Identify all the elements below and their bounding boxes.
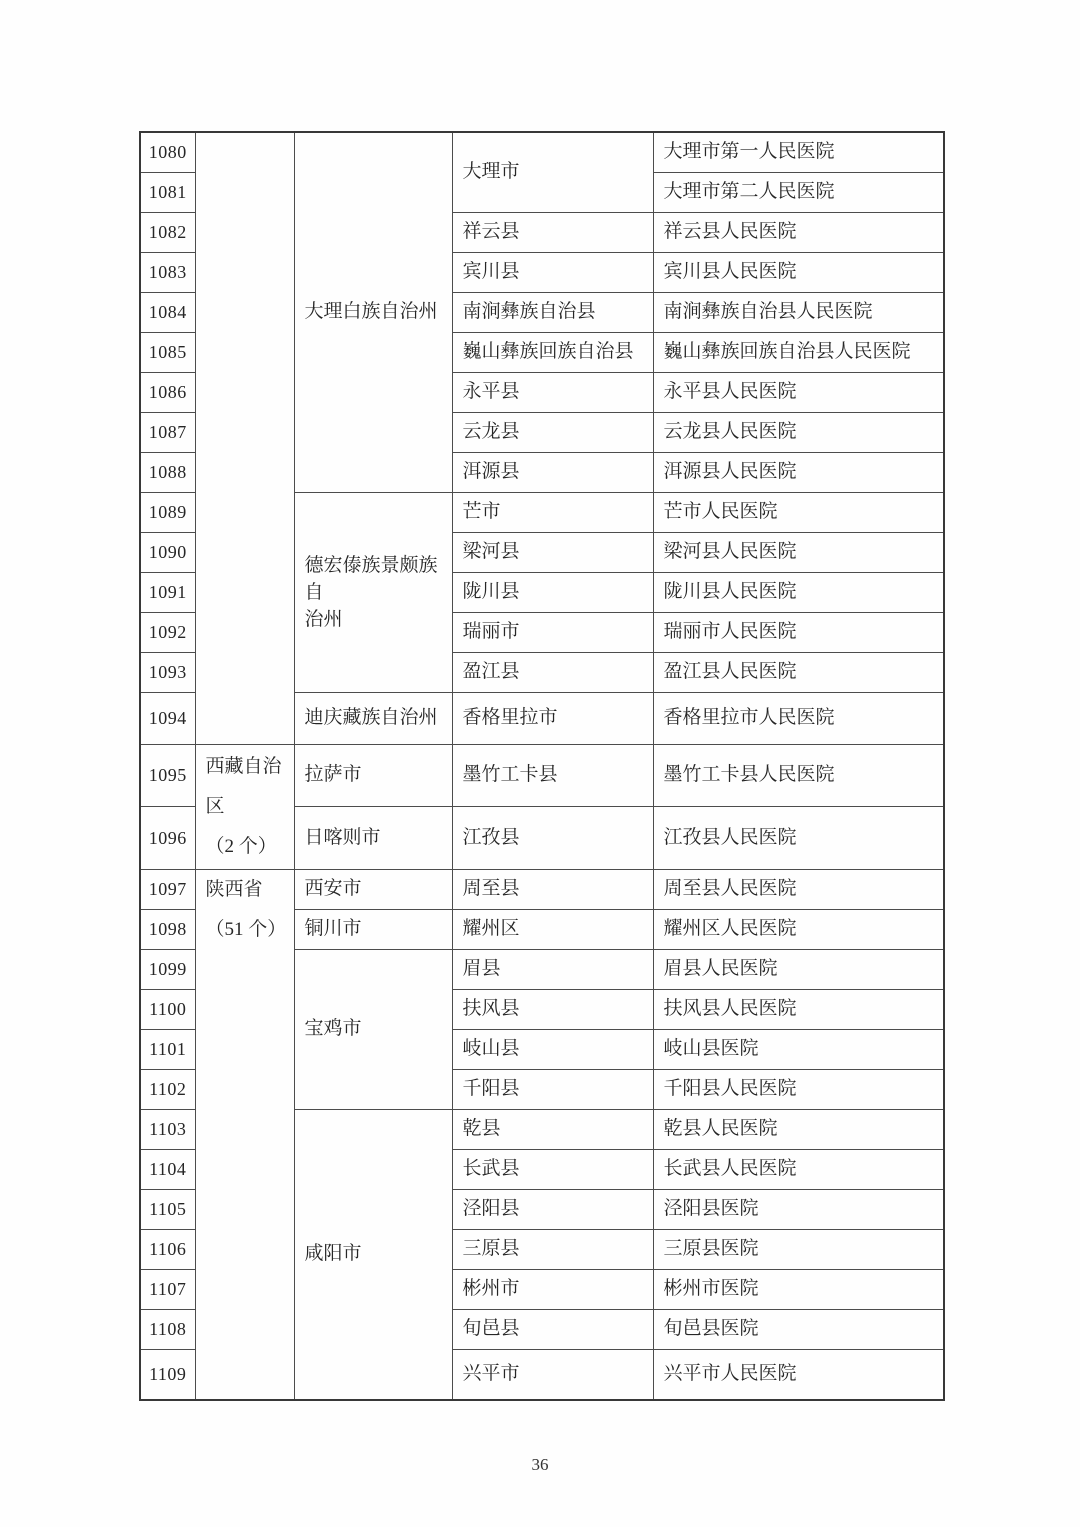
row-index-cell: 1103 (140, 1109, 195, 1149)
county-cell: 岐山县 (452, 1029, 653, 1069)
county-cell: 耀州区 (452, 909, 653, 949)
county-cell: 千阳县 (452, 1069, 653, 1109)
county-cell: 陇川县 (452, 572, 653, 612)
county-cell: 永平县 (452, 372, 653, 412)
hospital-cell: 三原县医院 (653, 1229, 944, 1269)
prefecture-cell: 铜川市 (294, 909, 452, 949)
province-cell (195, 744, 294, 869)
hospital-cell: 彬州市医院 (653, 1269, 944, 1309)
row-index-cell: 1109 (140, 1349, 195, 1400)
hospital-cell: 永平县人民医院 (653, 372, 944, 412)
table-row (140, 132, 944, 172)
table-row (140, 869, 944, 909)
hospital-cell: 祥云县人民医院 (653, 212, 944, 252)
hospital-cell: 南涧彝族自治县人民医院 (653, 292, 944, 332)
row-index-cell: 1095 (140, 744, 195, 807)
hospital-cell: 巍山彝族回族自治县人民医院 (653, 332, 944, 372)
prefecture-cell: 宝鸡市 (294, 949, 452, 1109)
county-cell: 盈江县 (452, 652, 653, 692)
hospital-cell: 香格里拉市人民医院 (653, 692, 944, 744)
prefecture-cell: 日喀则市 (294, 807, 452, 870)
hospital-cell: 千阳县人民医院 (653, 1069, 944, 1109)
province-text-line: 西藏自治区 (205, 755, 282, 817)
province-text-line: （51 个） (205, 918, 287, 940)
province-text-line: （2 个） (205, 835, 277, 857)
hospital-cell: 耀州区人民医院 (653, 909, 944, 949)
page-number: 36 (531, 1455, 549, 1474)
row-index-cell: 1088 (140, 452, 195, 492)
county-cell: 洱源县 (452, 452, 653, 492)
row-index-cell: 1083 (140, 252, 195, 292)
hospital-cell: 兴平市人民医院 (653, 1349, 944, 1400)
row-index-cell: 1082 (140, 212, 195, 252)
row-index-cell: 1107 (140, 1269, 195, 1309)
hospital-cell: 江孜县人民医院 (653, 807, 944, 870)
row-index-cell: 1099 (140, 949, 195, 989)
county-cell: 宾川县 (452, 252, 653, 292)
hospital-cell: 长武县人民医院 (653, 1149, 944, 1189)
row-index-cell: 1087 (140, 412, 195, 452)
county-cell: 扶风县 (452, 989, 653, 1029)
county-cell: 彬州市 (452, 1269, 653, 1309)
county-cell: 南涧彝族自治县 (452, 292, 653, 332)
hospital-cell: 梁河县人民医院 (653, 532, 944, 572)
row-index-cell: 1100 (140, 989, 195, 1029)
row-index-cell: 1093 (140, 652, 195, 692)
row-index-cell: 1097 (140, 869, 195, 909)
row-index-cell: 1096 (140, 807, 195, 870)
county-cell: 墨竹工卡县 (452, 744, 653, 807)
row-index-cell: 1105 (140, 1189, 195, 1229)
county-cell: 眉县 (452, 949, 653, 989)
row-index-cell: 1108 (140, 1309, 195, 1349)
county-cell: 三原县 (452, 1229, 653, 1269)
prefecture-cell: 咸阳市 (294, 1109, 452, 1400)
county-cell: 乾县 (452, 1109, 653, 1149)
row-index-cell: 1101 (140, 1029, 195, 1069)
province-text-line: 陕西省 (205, 878, 263, 900)
hospital-cell: 周至县人民医院 (653, 869, 944, 909)
hospital-cell: 墨竹工卡县人民医院 (653, 744, 944, 807)
hospital-cell: 岐山县医院 (653, 1029, 944, 1069)
county-cell: 祥云县 (452, 212, 653, 252)
row-index-cell: 1080 (140, 132, 195, 172)
prefecture-text-line: 治州 (304, 608, 343, 630)
row-index-cell: 1098 (140, 909, 195, 949)
hospital-table (139, 131, 945, 1401)
hospital-table-body (140, 132, 944, 1400)
row-index-cell: 1094 (140, 692, 195, 744)
table-row (140, 744, 944, 807)
county-cell: 瑞丽市 (452, 612, 653, 652)
hospital-cell: 陇川县人民医院 (653, 572, 944, 612)
hospital-cell: 扶风县人民医院 (653, 989, 944, 1029)
hospital-cell: 云龙县人民医院 (653, 412, 944, 452)
county-cell: 兴平市 (452, 1349, 653, 1400)
row-index-cell: 1081 (140, 172, 195, 212)
hospital-cell: 眉县人民医院 (653, 949, 944, 989)
county-cell: 江孜县 (452, 807, 653, 870)
hospital-cell: 泾阳县医院 (653, 1189, 944, 1229)
hospital-cell: 大理市第二人民医院 (653, 172, 944, 212)
county-cell: 泾阳县 (452, 1189, 653, 1229)
county-cell: 长武县 (452, 1149, 653, 1189)
row-index-cell: 1084 (140, 292, 195, 332)
province-cell (195, 132, 294, 744)
hospital-cell: 瑞丽市人民医院 (653, 612, 944, 652)
hospital-cell: 芒市人民医院 (653, 492, 944, 532)
hospital-cell: 乾县人民医院 (653, 1109, 944, 1149)
hospital-cell: 大理市第一人民医院 (653, 132, 944, 172)
county-cell: 梁河县 (452, 532, 653, 572)
prefecture-cell: 大理白族自治州 (294, 132, 452, 492)
county-cell: 旬邑县 (452, 1309, 653, 1349)
row-index-cell: 1086 (140, 372, 195, 412)
county-cell: 周至县 (452, 869, 653, 909)
county-cell: 大理市 (452, 132, 653, 212)
hospital-cell: 洱源县人民医院 (653, 452, 944, 492)
county-cell: 巍山彝族回族自治县 (452, 332, 653, 372)
county-cell: 香格里拉市 (452, 692, 653, 744)
row-index-cell: 1102 (140, 1069, 195, 1109)
prefecture-cell: 西安市 (294, 869, 452, 909)
hospital-cell: 宾川县人民医院 (653, 252, 944, 292)
county-cell: 云龙县 (452, 412, 653, 452)
prefecture-text-line: 德宏傣族景颇族自 (304, 554, 438, 603)
row-index-cell: 1092 (140, 612, 195, 652)
row-index-cell: 1104 (140, 1149, 195, 1189)
province-cell (195, 869, 294, 1400)
row-index-cell: 1091 (140, 572, 195, 612)
prefecture-cell (294, 492, 452, 692)
hospital-cell: 旬邑县医院 (653, 1309, 944, 1349)
hospital-cell: 盈江县人民医院 (653, 652, 944, 692)
prefecture-cell: 拉萨市 (294, 744, 452, 807)
county-cell: 芒市 (452, 492, 653, 532)
row-index-cell: 1090 (140, 532, 195, 572)
prefecture-cell: 迪庆藏族自治州 (294, 692, 452, 744)
row-index-cell: 1089 (140, 492, 195, 532)
row-index-cell: 1085 (140, 332, 195, 372)
row-index-cell: 1106 (140, 1229, 195, 1269)
